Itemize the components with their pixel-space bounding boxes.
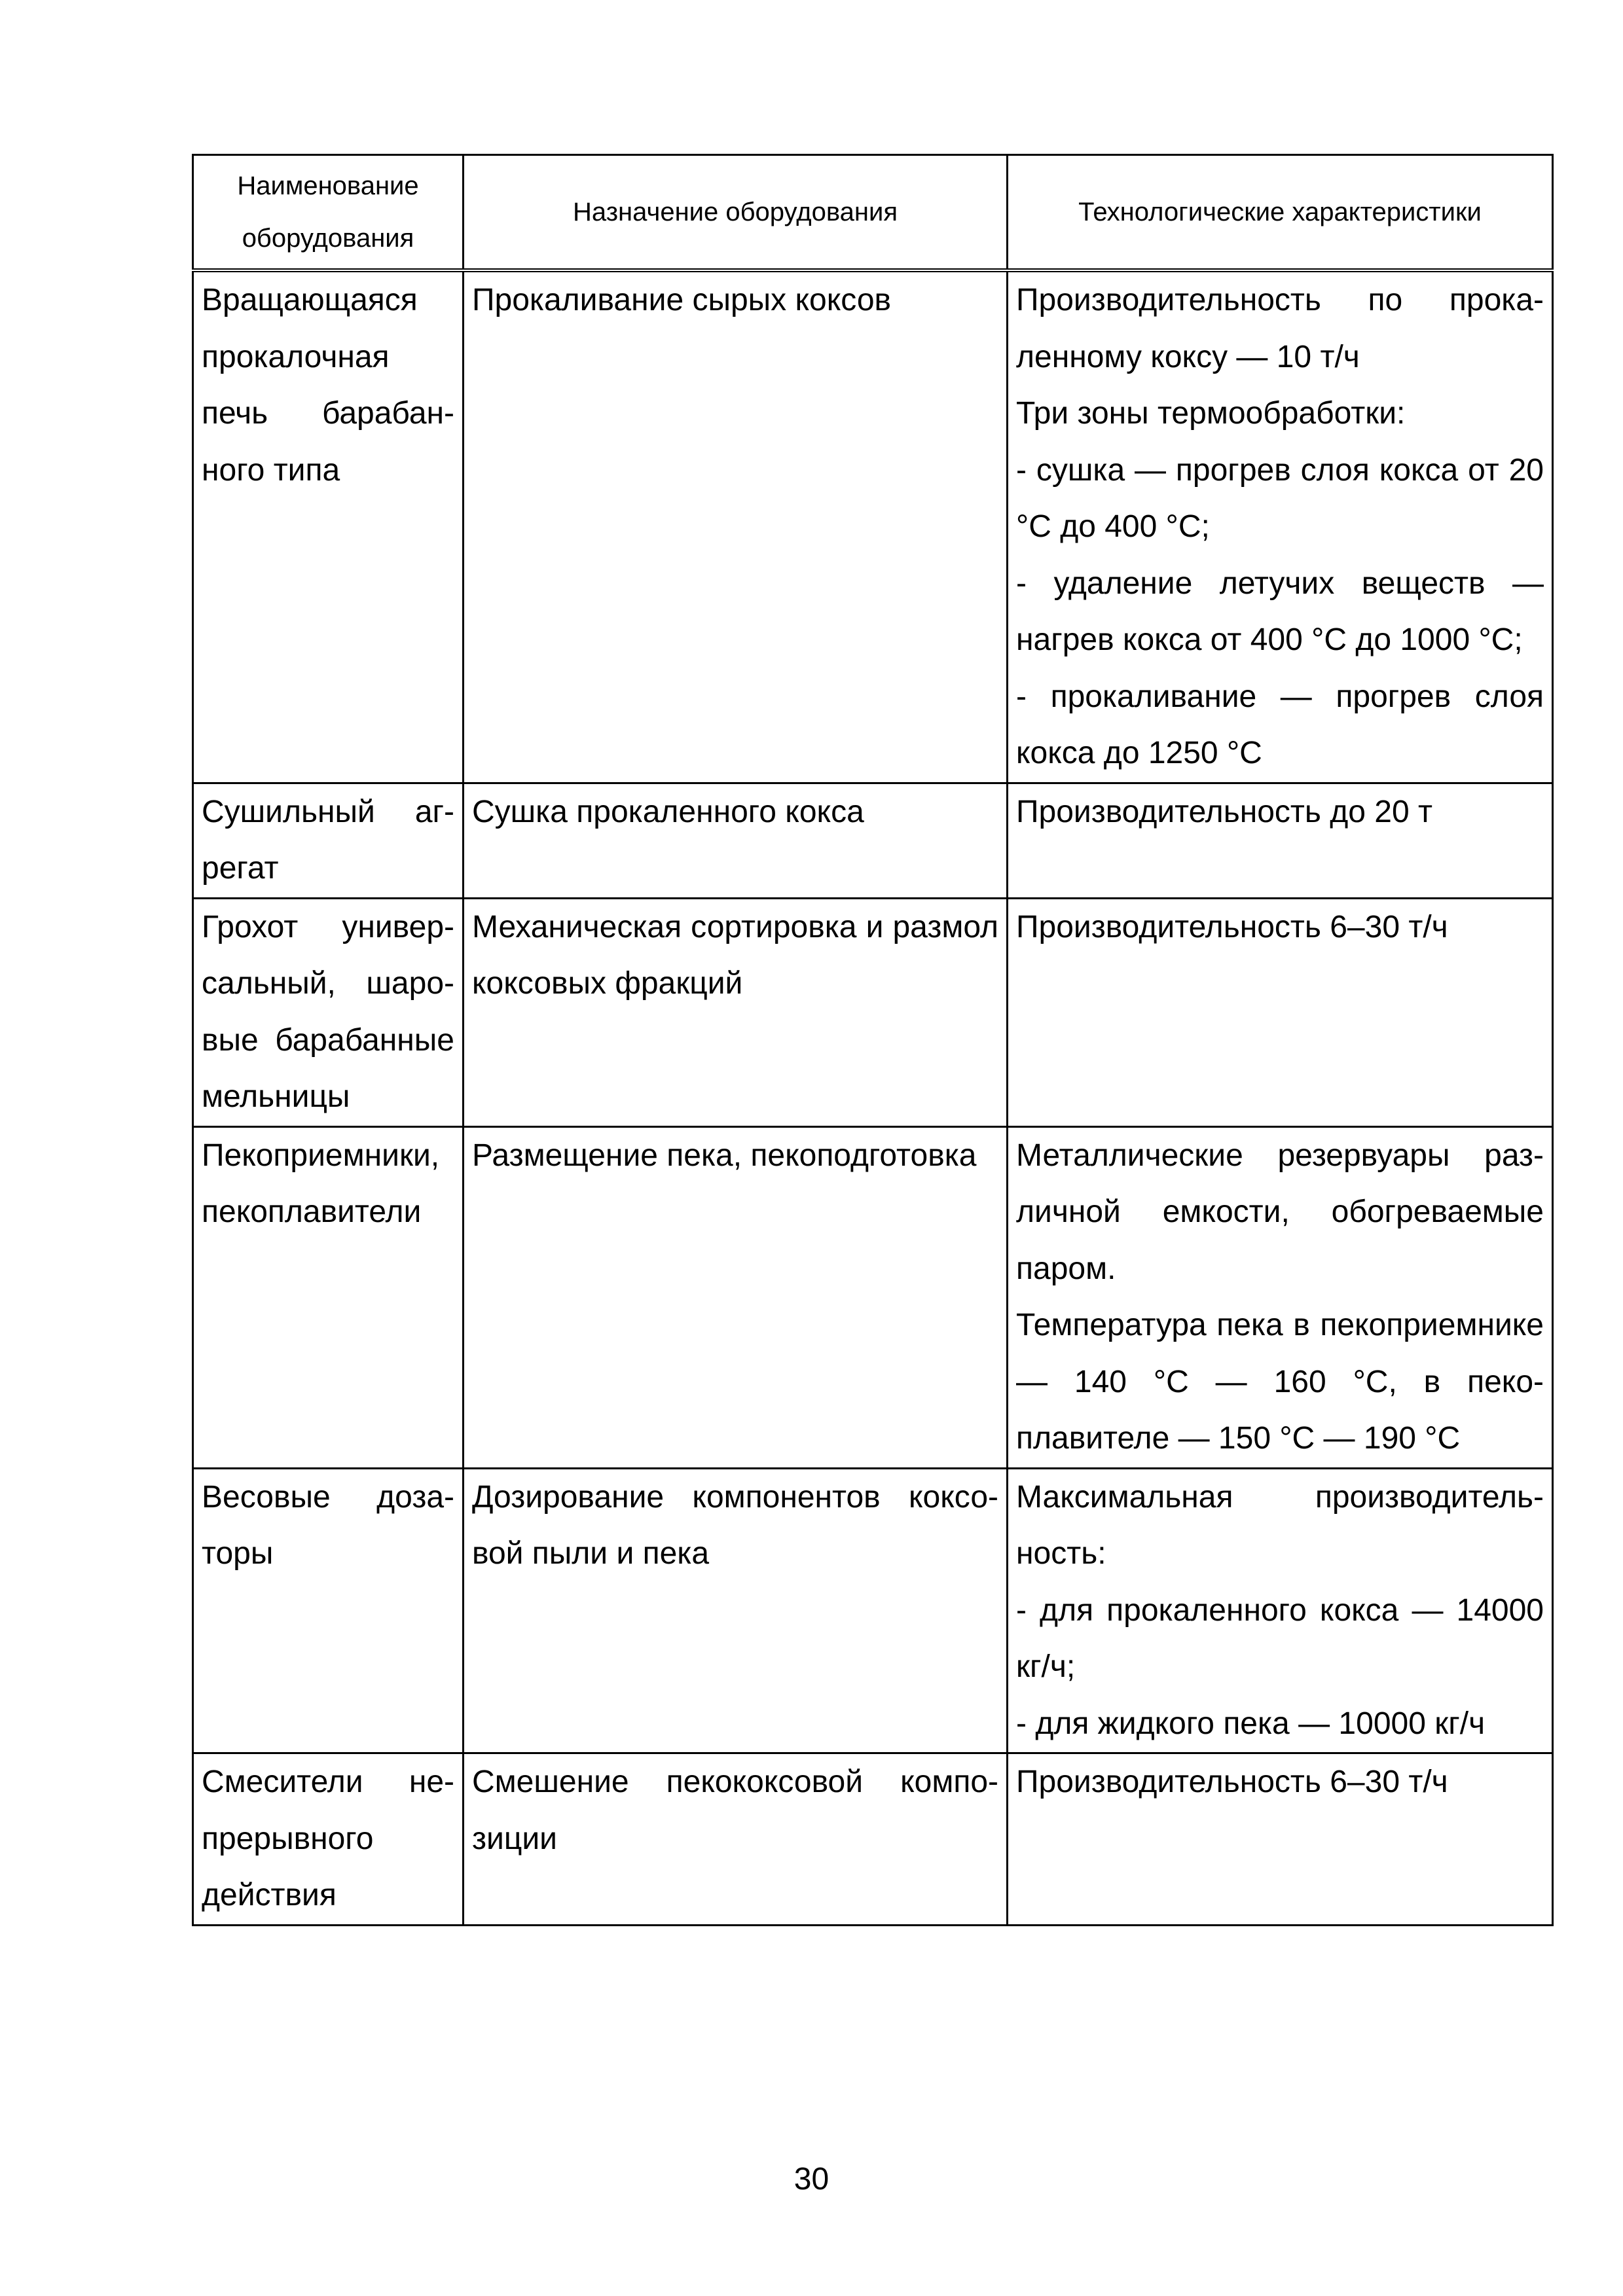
spec-line: - удаление летучих веществ — нагрев кокса от 400 °С до 1000 °С; [1016, 565, 1544, 657]
spec-line: Производительность 6–30 т/ч [1016, 909, 1448, 944]
equipment-purpose: Смешение пекококсовой композиции [472, 1765, 998, 1856]
equipment-name: Пекоприемники, пекоплавители [202, 1138, 440, 1229]
spec-line: - для прокаленного кокса — 14000 кг/ч; [1016, 1592, 1544, 1684]
equipment-purpose-cell [464, 898, 1008, 1126]
table-header-row [193, 155, 1553, 271]
equipment-purpose-cell [464, 1468, 1008, 1753]
equipment-purpose-cell [464, 1753, 1008, 1926]
equipment-specs-cell [1008, 1753, 1553, 1926]
equipment-purpose: Сушка прокаленного кокса [472, 794, 864, 829]
page-number: 30 [793, 2162, 830, 2197]
equipment-name: Сушильный агрегат [202, 794, 454, 886]
equipment-name-cell [193, 270, 464, 783]
equipment-name-cell [193, 898, 464, 1126]
spec-line: Максимальная производительность: [1016, 1479, 1544, 1571]
equipment-specs-cell [1008, 783, 1553, 898]
equipment-name: Смесители непрерывного действия [202, 1765, 454, 1912]
spec-line: Производительность 6–30 т/ч [1016, 1765, 1448, 1799]
equipment-specs-cell [1008, 270, 1553, 783]
equipment-purpose-cell [464, 783, 1008, 898]
equipment-name-cell [193, 1126, 464, 1468]
header-equipment-name: Наименование оборудования [193, 155, 464, 271]
table-row [193, 1126, 1553, 1468]
equipment-name: Вращающаяся прокалочная печь барабанного типа [202, 283, 454, 488]
equipment-purpose: Размещение пека, пекоподготовка [472, 1138, 977, 1173]
equipment-table [192, 154, 1554, 1926]
spec-line: Металлические резервуары различной емкости, обогреваемые паром. [1016, 1138, 1544, 1286]
equipment-specs-cell [1008, 1468, 1553, 1753]
equipment-purpose-cell [464, 1126, 1008, 1468]
header-equipment-purpose: Назначение оборудования [464, 155, 1008, 271]
equipment-name-cell [193, 1753, 464, 1926]
equipment-purpose: Дозирование компонентов коксовой пыли и пека [472, 1479, 998, 1571]
equipment-purpose: Прокаливание сырых коксов [472, 283, 892, 317]
header-technical-specs: Технологические характеристики [1008, 155, 1553, 271]
spec-line: - прокаливание — прогрев слоя кокса до 1250 °С [1016, 679, 1544, 770]
equipment-purpose: Механическая сортировка и размол коксовых фракций [472, 909, 998, 1001]
spec-line: Температура пека в пекоприемнике — 140 °С — 160 °С, в пекоплавителе — 150 °С — 190 °С [1016, 1308, 1544, 1456]
equipment-name-cell [193, 1468, 464, 1753]
equipment-name: Весовые дозаторы [202, 1479, 454, 1571]
table-row [193, 898, 1553, 1126]
equipment-name: Грохот универсальный, шаровые барабанные мельницы [202, 909, 454, 1114]
table-row [193, 1468, 1553, 1753]
equipment-specs-cell [1008, 1126, 1553, 1468]
table-row [193, 1753, 1553, 1926]
equipment-purpose-cell [464, 270, 1008, 783]
equipment-name-cell [193, 783, 464, 898]
table-row [193, 270, 1553, 783]
table-row [193, 783, 1553, 898]
spec-line: Производительность по прокаленному коксу — 10 т/ч [1016, 283, 1544, 374]
spec-line: - для жидкого пека — 10000 кг/ч [1016, 1706, 1486, 1741]
equipment-specs-cell [1008, 898, 1553, 1126]
spec-line: Три зоны термообработки: [1016, 396, 1406, 431]
spec-line: - сушка — прогрев слоя кокса от 20 °С до 400 °С; [1016, 452, 1544, 544]
spec-line: Производительность до 20 т [1016, 794, 1432, 829]
